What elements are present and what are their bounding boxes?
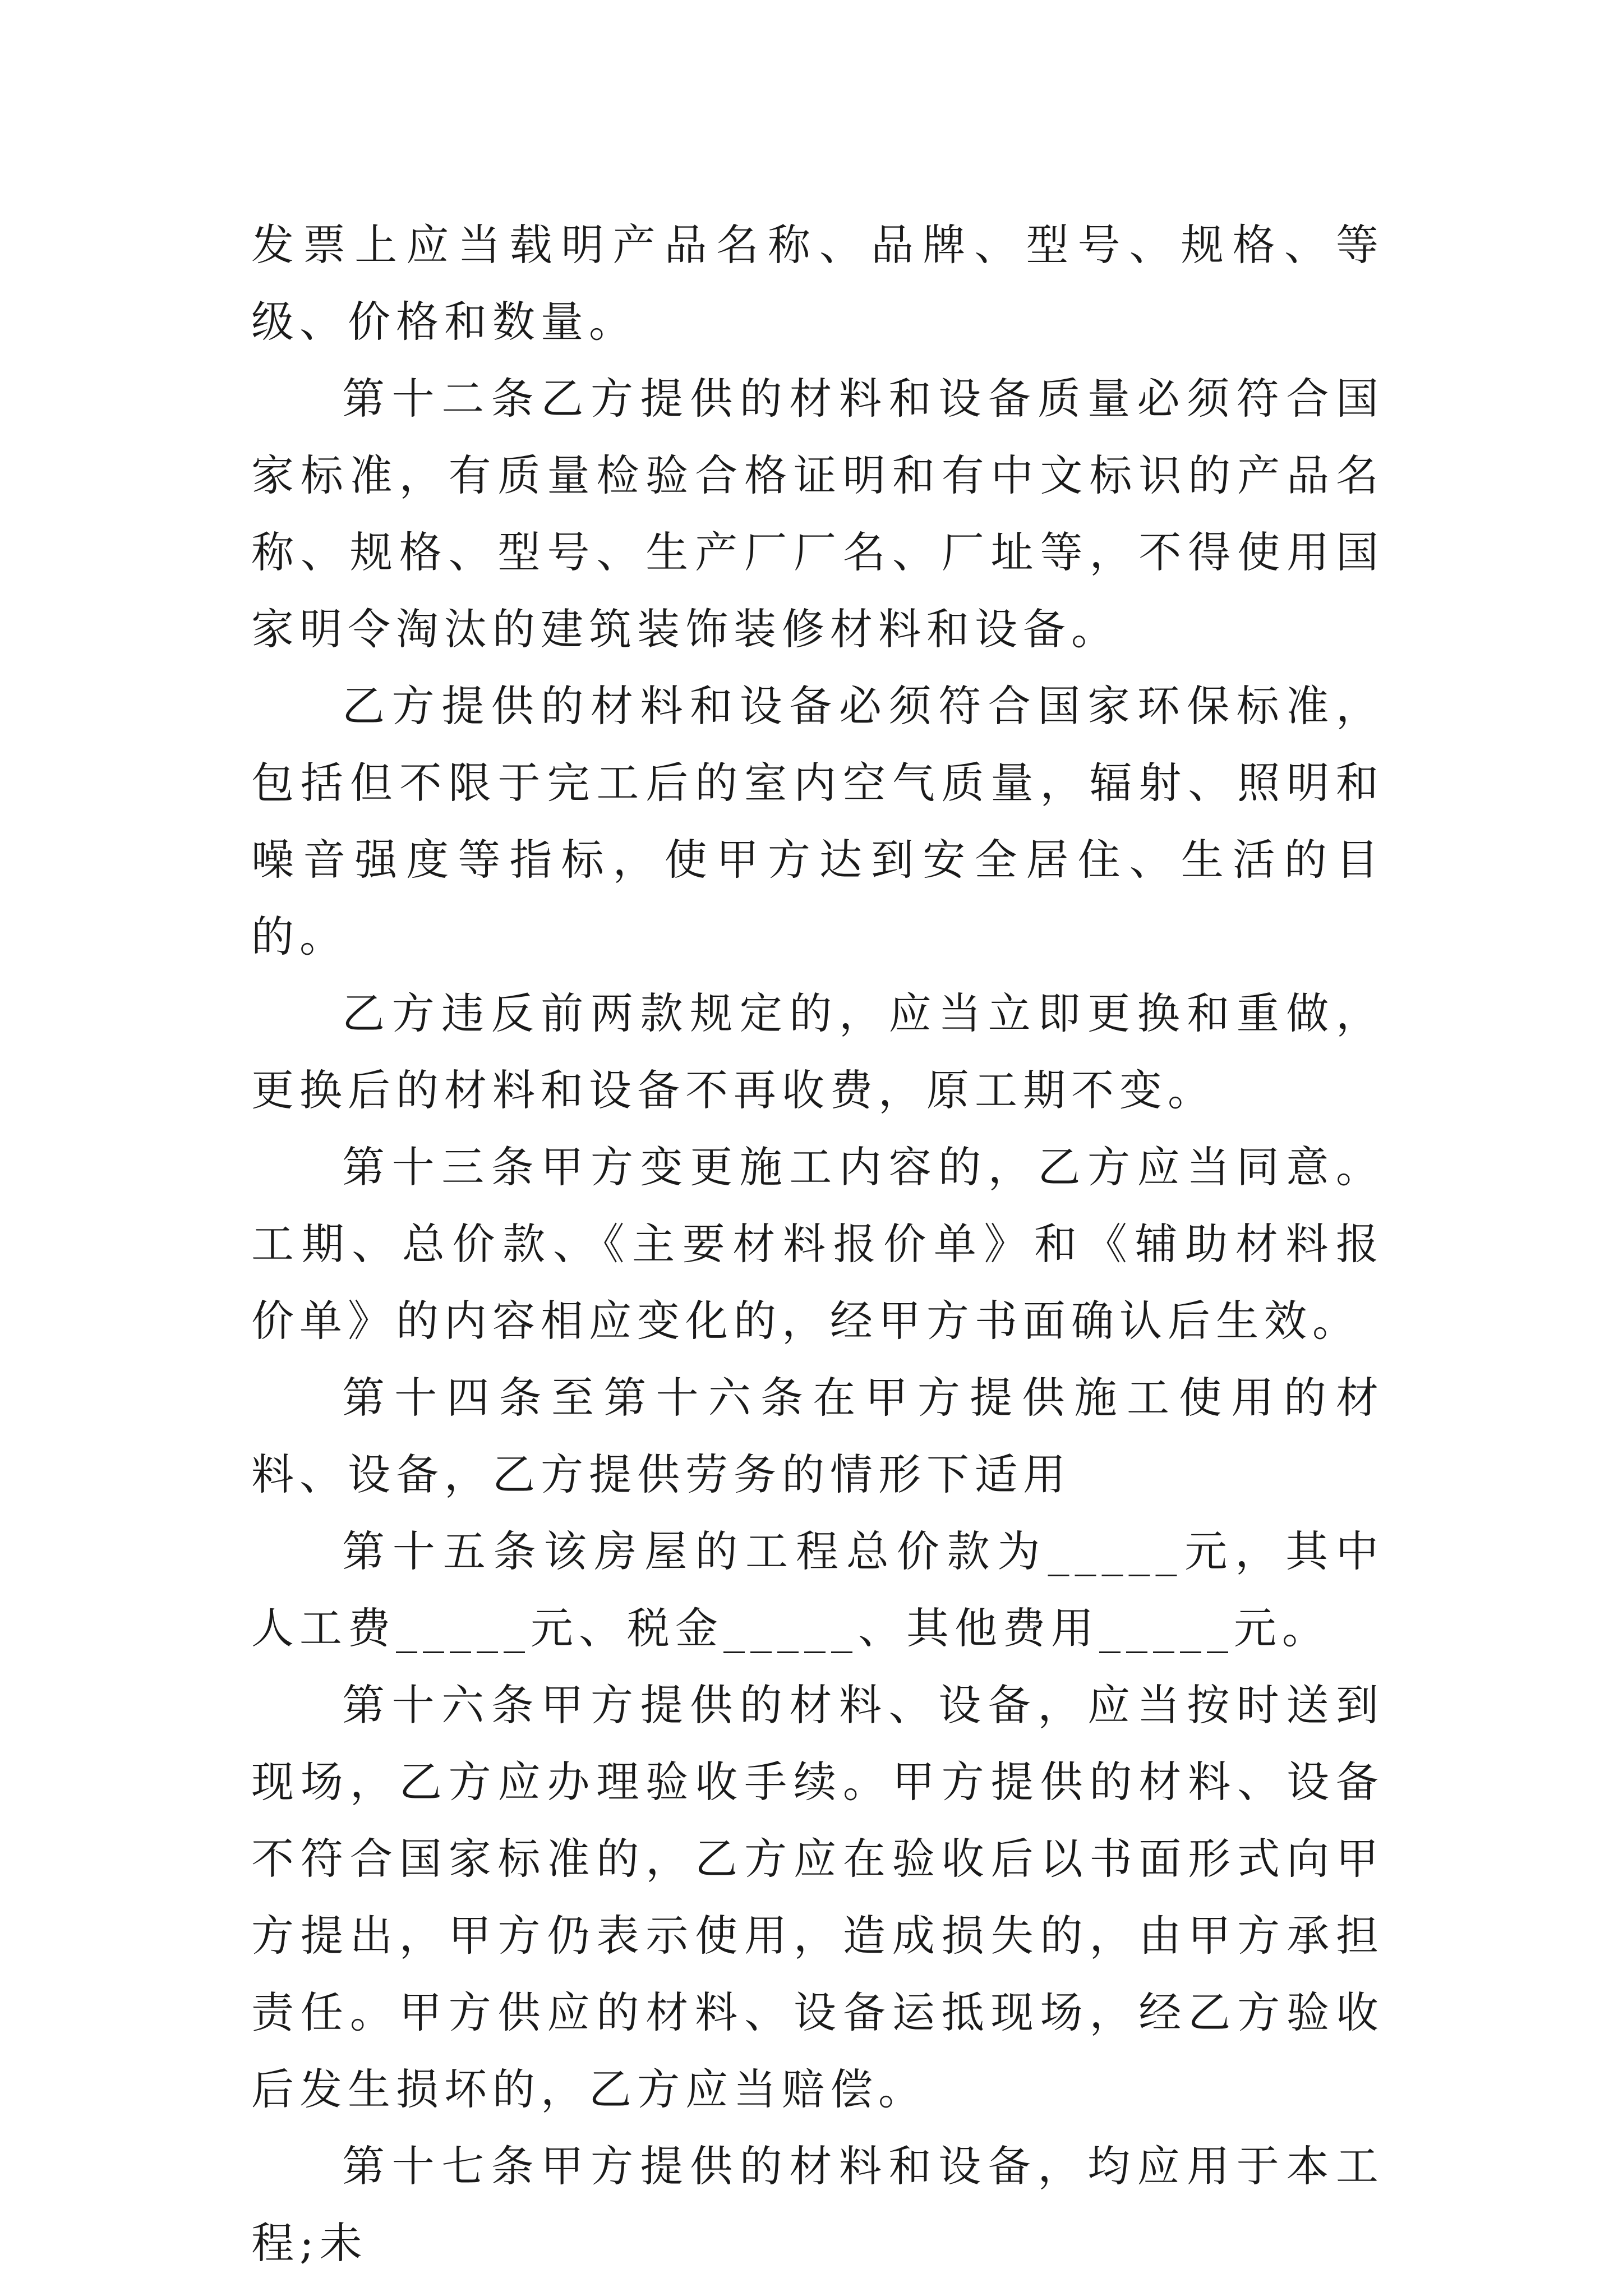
paragraph-violation-remedy: 乙方违反前两款规定的，应当立即更换和重做，更换后的材料和设备不再收费，原工期不变。 [251,988,1384,1115]
paragraph-article-14: 第十四条至第十六条在甲方提供施工使用的材料、设备，乙方提供劳务的情形下适用 [251,1373,1384,1499]
paragraph-article-13: 第十三条甲方变更施工内容的，乙方应当同意。工期、总价款、《主要材料报价单》和《辅助材料报价单》的内容相应变化的，经甲方书面确认后生效。 [251,1142,1384,1346]
paragraph-article-12: 第十二条乙方提供的材料和设备质量必须符合国家标准，有质量检验合格证明和有中文标识的产品名称、规格、型号、生产厂厂名、厂址等，不得使用国家明令淘汰的建筑装饰装修材料和设备。 [251,374,1384,654]
paragraph-article-16: 第十六条甲方提供的材料、设备，应当按时送到现场，乙方应办理验收手续。甲方提供的材料、设备不符合国家标准的，乙方应在验收后以书面形式向甲方提出，甲方仍表示使用，造成损失的，由甲方承担责任。甲方供应的材料、设备运抵现场，经乙方验收后发生损坏的，乙方应当赔偿。 [251,1680,1384,2114]
paragraph-environmental-standards: 乙方提供的材料和设备必须符合国家环保标准，包括但不限于完工后的室内空气质量，辐射、照明和噪音强度等指标，使甲方达到安全居住、生活的目的。 [251,681,1384,961]
paragraph-invoice-contents: 发票上应当载明产品名称、品牌、型号、规格、等级、价格和数量。 [251,220,1384,347]
paragraph-article-15: 第十五条该房屋的工程总价款为_____元，其中人工费_____元、税金_____、其他费用_____元。 [251,1526,1384,1653]
document-body [251,206,1384,2281]
paragraph-article-17: 第十七条甲方提供的材料和设备，均应用于本工程;未 [251,2141,1384,2268]
